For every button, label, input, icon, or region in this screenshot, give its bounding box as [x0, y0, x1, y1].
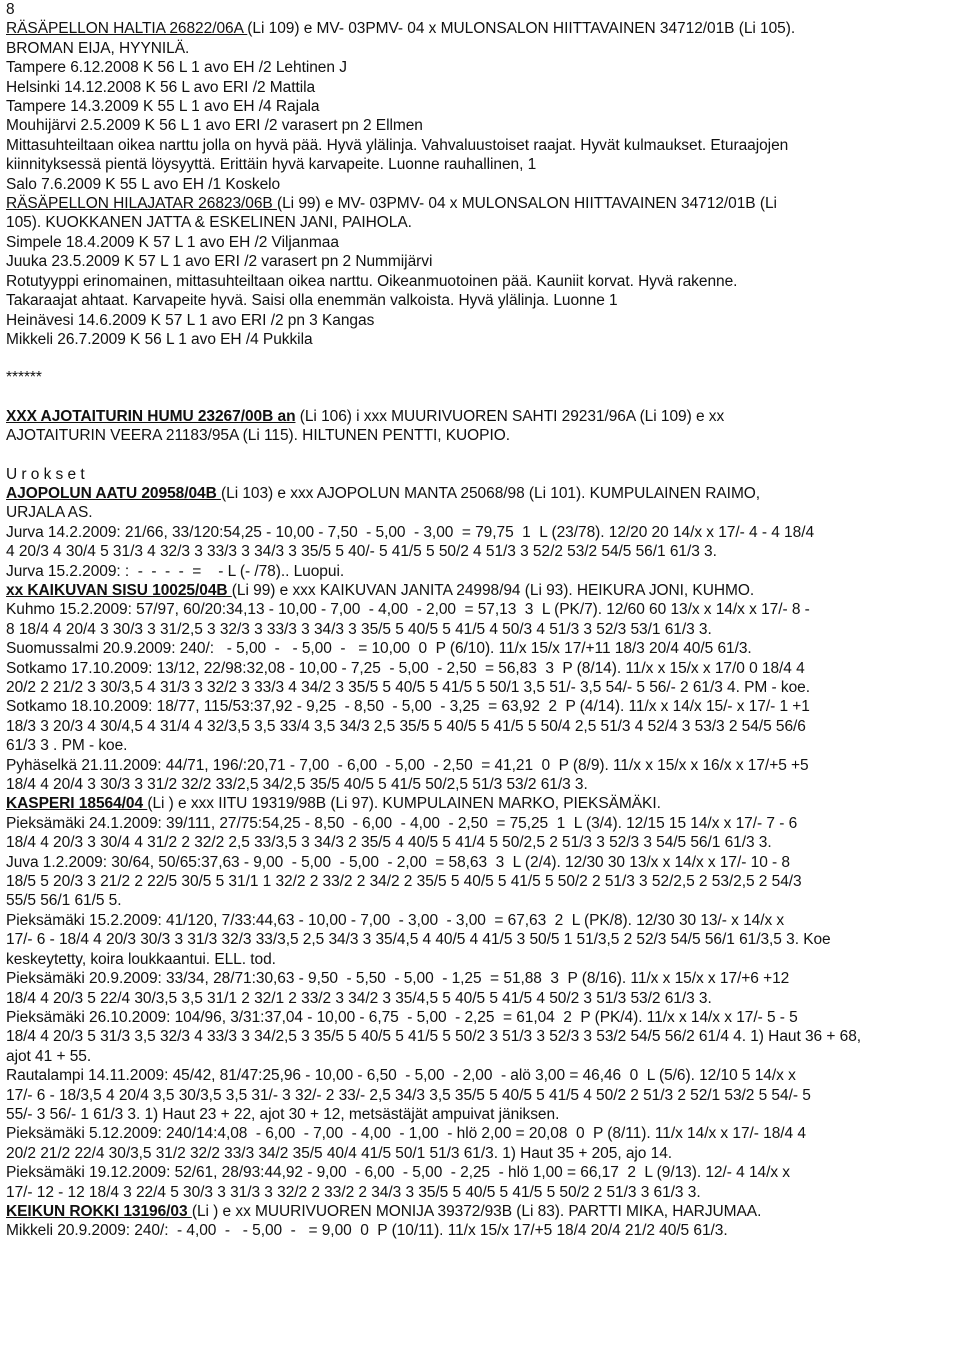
trial-result-line: 18/4 4 20/3 5 31/3 3,5 32/3 4 33/3 3 34/2,5 3 35/5 5 40/5 5 41/5 5 50/2 3 51/3 3 52/3 3 53/2 54/5 56/2 61/4 4. 1) Haut 36 + 68,: [6, 1028, 862, 1046]
trial-result-line: 4 20/3 4 30/4 5 31/3 4 32/3 3 33/3 3 34/3 3 35/5 5 40/- 5 41/5 5 50/2 4 51/3 3 52/2 53/2 54/5 56/1 61/3 3.: [6, 543, 717, 561]
show-result-line: Tampere 14.3.2009 K 55 L 1 avo EH /4 Rajala: [6, 98, 320, 116]
trial-result-line: 18/5 5 20/3 3 21/2 2 22/5 30/5 5 31/1 1 32/2 2 33/2 2 34/2 2 35/5 5 40/5 5 41/5 5 50/2 2 51/3 3 52/2,5 2 53/2,5 2 54/3: [6, 873, 802, 891]
trial-result-line: Pieksämäki 19.12.2009: 52/61, 28/93:44,92 - 9,00 - 6,00 - 5,00 - 2,25 - hlö 1,00 = 66,17 2 L (9/13). 12/- 4 14/x x: [6, 1164, 791, 1182]
spacer: [6, 388, 954, 407]
entry-heading-line: [6, 581, 954, 600]
sire-section: [6, 407, 954, 446]
trial-result-line: 18/4 4 20/4 3 30/3 3 31/2 32/2 33/2,5 34/2,5 35/5 40/5 5 41/5 50/2,5 51/3 53/2 61/3 3.: [6, 776, 588, 794]
trial-result-line: Pieksämäki 24.1.2009: 39/111, 27/75:54,25 - 8,50 - 6,00 - 4,00 - 2,50 = 75,25 1 L (3/4). 12/15 15 14/x x 17/- 7 - 6: [6, 814, 798, 832]
show-result-line: Tampere 6.12.2008 K 56 L 1 avo EH /2 Lehtinen J: [6, 59, 347, 77]
entry-rasapellon-haltia: [6, 19, 954, 194]
pedigree-text: (Li ) e xxx IITU 19319/98B (Li 97). KUMPULAINEN MARKO, PIEKSÄMÄKI.: [147, 795, 661, 813]
dog-name-registration: AJOPOLUN AATU 20958/04B: [6, 484, 222, 502]
pedigree-text: (Li 99) e MV- 03PMV- 04 x MULONSALON HIITTAVAINEN 34712/01B (Li: [276, 195, 777, 213]
sire-owner-line: AJOTAITURIN VEERA 21183/95A (Li 115). HILTUNEN PENTTI, KUOPIO.: [6, 427, 510, 445]
pedigree-text: (Li 99) e xxx KAIKUVAN JANITA 24998/94 (Li 93). HEIKURA JONI, KUHMO.: [231, 581, 755, 599]
trial-result-line: 18/4 4 20/3 5 22/4 30/3,5 3,5 31/1 2 32/1 2 33/2 3 34/2 3 35/4,5 5 40/5 5 41/5 4 50/2 3 51/3 53/2 61/3 3.: [6, 989, 712, 1007]
trial-result-line: Jurva 15.2.2009: : - - - - = - L (- /78).. Luopui.: [6, 562, 345, 580]
entry-heading-line: [6, 19, 954, 38]
pedigree-text: (Li ) e xx MUURIVUOREN MONIJA 39372/93B (Li 83). PARTTI MIKA, HARJUMAA.: [191, 1202, 762, 1220]
entry-heading-line: [6, 484, 954, 503]
entry-heading-line: [6, 194, 954, 213]
dog-name-registration: KEIKUN ROKKI 13196/03: [6, 1202, 192, 1220]
critique-line: Takaraajat ahtaat. Karvapeite hyvä. Saisi olla enemmän valkoista. Hyvä ylälinja. Luonne 1: [6, 292, 618, 310]
show-result-line: Juuka 23.5.2009 K 57 L 1 avo ERI /2 varasert pn 2 Nummijärvi: [6, 253, 433, 271]
trial-result-line: 17/- 12 - 12 18/4 3 22/4 5 30/3 3 31/3 3 32/2 2 33/2 2 34/3 3 35/5 5 40/5 5 41/5 5 50/2 2 51/3 3 61/3 3.: [6, 1183, 701, 1201]
separator-stars: ******: [6, 369, 42, 387]
male-entry: [6, 581, 954, 794]
trial-result-line: 17/- 6 - 18/4 4 20/3 30/3 3 31/3 32/3 33/3,5 2,5 34/3 3 35/4,5 4 40/5 4 41/5 3 50/5 1 51/3,5 2 52/3 54/5 56/1 61/3,5 3. Koe: [6, 931, 831, 949]
spacer: [6, 446, 954, 465]
trial-result-line: Pieksämäki 15.2.2009: 41/120, 7/33:44,63 - 10,00 - 7,00 - 3,00 - 3,00 = 67,63 2 L (PK/8). 12/30 30 13/- x 14/x x: [6, 911, 785, 929]
dog-name-registration: KASPERI 18564/04: [6, 795, 148, 813]
trial-result-line: 18/4 4 20/3 3 30/4 4 31/2 2 32/2 2,5 33/3,5 3 34/3 2 35/5 4 40/5 5 41/4 5 50/2,5 2 51/3 3 52/3 3 54/5 56/1 61/3 3.: [6, 834, 772, 852]
sire-name: XXX AJOTAITURIN HUMU 23267/00B an: [6, 407, 296, 425]
show-result-line: Mikkeli 26.7.2009 K 56 L 1 avo EH /4 Pukkila: [6, 330, 313, 348]
show-result-line: Mouhijärvi 2.5.2009 K 56 L 1 avo ERI /2 varasert pn 2 Ellmen: [6, 117, 423, 135]
trial-result-line: 8 18/4 4 20/4 3 30/3 3 31/2,5 3 32/3 3 33/3 3 34/3 3 35/5 5 40/5 5 41/5 4 50/3 4 51/3 3 52/3 53/1 61/3 3.: [6, 620, 712, 638]
trial-result-line: 17/- 6 - 18/3,5 4 20/4 3,5 30/3,5 3,5 31/- 3 32/- 2 33/- 2,5 34/3 3,5 35/5 5 40/5 5 41/5 4 50/2 2 51/3 2 52/1 53/2 5 54/- 5: [6, 1086, 811, 1104]
trial-result-line: Kuhmo 15.2.2009: 57/97, 60/20:34,13 - 10,00 - 7,00 - 4,00 - 2,00 = 57,13 3 L (PK/7). 12/60 60 13/x x 14/x x 17/- 8 -: [6, 601, 810, 619]
critique-line: kiinnityksessä pientä löysyyttä. Erittäin hyvä karvapeite. Luonne rauhallinen, 1: [6, 156, 537, 174]
male-entry: [6, 484, 954, 581]
trial-result-line: 55/5 56/1 61/5 5.: [6, 892, 122, 910]
trial-result-line: URJALA AS.: [6, 504, 93, 522]
sire-pedigree: (Li 106) i xxx MUURIVUOREN SAHTI 29231/96A (Li 109) e xx: [295, 407, 725, 425]
entry-heading-line: [6, 794, 954, 813]
trial-result-line: 20/2 2 21/2 3 30/3,5 4 31/3 3 32/2 3 33/3 4 34/2 3 35/5 5 40/5 5 41/5 5 50/1 3,5 51/- 3,5 54/- 5 56/- 2 61/3 4. PM - koe.: [6, 679, 810, 696]
show-result-line: Heinävesi 14.6.2009 K 57 L 1 avo ERI /2 pn 3 Kangas: [6, 311, 375, 329]
page-number: 8: [6, 1, 15, 18]
dog-name-registration: RÄSÄPELLON HALTIA 26822/06A: [6, 20, 248, 38]
pedigree-text: (Li 109) e MV- 03PMV- 04 x MULONSALON HIITTAVAINEN 34712/01B (Li 105).: [247, 20, 796, 38]
owner-line: BROMAN EIJA, HYYNILÄ.: [6, 39, 190, 57]
critique-line: Mittasuhteiltaan oikea narttu jolla on hyvä pää. Hyvä ylälinja. Vahvaluustoiset raajat. Hyvät kulmaukset. Eturaajojen: [6, 136, 789, 154]
trial-result-line: Sotkamo 17.10.2009: 13/12, 22/98:32,08 - 10,00 - 7,25 - 5,00 - 2,50 = 56,83 3 P (8/14). 11/x x 15/x x 17/0 0 18/4 4: [6, 659, 805, 677]
dog-name-registration: xx KAIKUVAN SISU 10025/04B: [6, 581, 232, 599]
trial-result-line: ajot 41 + 55.: [6, 1047, 92, 1065]
male-entry: [6, 1202, 954, 1241]
critique-line: Rotutyyppi erinomainen, mittasuhteiltaan oikea narttu. Oikeanmuotoinen pää. Kauniit korvat. Hyvä rakenne.: [6, 272, 738, 290]
dog-name-registration: RÄSÄPELLON HILAJATAR 26823/06B: [6, 195, 277, 213]
trial-result-line: Rautalampi 14.11.2009: 45/42, 81/47:25,96 - 10,00 - 6,50 - 5,00 - 2,00 - alö 3,00 = 46,46 0 L (5/6). 12/10 5 14/x x: [6, 1067, 796, 1085]
section-title: U r o k s e t: [6, 465, 85, 483]
entry-rasapellon-hilajatar: [6, 194, 954, 349]
males-list: [6, 484, 954, 1241]
trial-result-line: Suomussalmi 20.9.2009: 240/: - 5,00 - - 5,00 - = 10,00 0 P (6/10). 11/x 15/x 17/+11 18/3 20/4 40/5 61/3.: [6, 640, 752, 658]
trial-result-line: Mikkeli 20.9.2009: 240/: - 4,00 - - 5,00 - = 9,00 0 P (10/11). 11/x 15/x 17/+5 18/4 20/4 21/2 40/5 61/3.: [6, 1222, 728, 1240]
pedigree-text: (Li 103) e xxx AJOPOLUN MANTA 25068/98 (Li 101). KUMPULAINEN RAIMO,: [221, 484, 761, 502]
trial-result-line: keskeytetty, koira loukkaantui. ELL. tod.: [6, 950, 276, 968]
show-result-line: Salo 7.6.2009 K 55 L avo EH /1 Koskelo: [6, 175, 281, 193]
trial-result-line: Juva 1.2.2009: 30/64, 50/65:37,63 - 9,00 - 5,00 - 5,00 - 2,00 = 58,63 3 L (2/4). 12/30 30 13/x x 14/x x 17/- 10 - 8: [6, 853, 790, 871]
trial-result-line: Pyhäselkä 21.11.2009: 44/71, 196/:20,71 - 7,00 - 6,00 - 5,00 - 2,50 = 41,21 0 P (8/9). 11/x x 15/x x 16/x x 17/+5 +5: [6, 756, 809, 774]
trial-result-line: Jurva 14.2.2009: 21/66, 33/120:54,25 - 10,00 - 7,50 - 5,00 - 3,00 = 79,75 1 L (23/78). 12/20 20 14/x x 17/- 4 - 4 18/4: [6, 523, 815, 541]
trial-result-line: 20/2 21/2 22/4 30/3,5 31/2 32/2 33/3 34/2 35/5 40/4 41/5 50/1 51/3 61/3. 1) Haut 35 + 205, ajo 14.: [6, 1144, 673, 1162]
owner-line: 105). KUOKKANEN JATTA & ESKELINEN JANI, PAIHOLA.: [6, 214, 412, 232]
show-result-line: Helsinki 14.12.2008 K 56 L avo ERI /2 Mattila: [6, 78, 316, 96]
male-entry: [6, 794, 954, 1202]
trial-result-line: Pieksämäki 20.9.2009: 33/34, 28/71:30,63 - 9,50 - 5,50 - 5,00 - 1,25 = 51,88 3 P (8/16). 11/x x 15/x x 17/+6 +12: [6, 970, 790, 988]
entry-heading-line: [6, 1202, 954, 1221]
spacer: [6, 349, 954, 368]
trial-result-line: 55/- 3 56/- 1 61/3 3. 1) Haut 23 + 22, ajot 30 + 12, metsästäjät ampuivat jäniksen.: [6, 1105, 560, 1123]
trial-result-line: Pieksämäki 5.12.2009: 240/14:4,08 - 6,00 - 7,00 - 4,00 - 1,00 - hlö 2,00 = 20,08 0 P (8/11). 11/x 14/x x 17/- 18/4 4: [6, 1125, 806, 1143]
sire-heading-line: [6, 407, 954, 426]
trial-result-line: 18/3 3 20/3 4 30/4,5 4 31/4 4 32/3,5 3,5 33/4 3,5 34/3 2,5 35/5 5 40/5 5 41/5 5 50/4 2,5 51/3 4 52/4 3 53/3 2 54/5 56/6: [6, 717, 806, 735]
show-result-line: Simpele 18.4.2009 K 57 L 1 avo EH /2 Viljanmaa: [6, 233, 339, 251]
trial-result-line: 61/3 3 . PM - koe.: [6, 737, 128, 755]
trial-result-line: Pieksämäki 26.10.2009: 104/96, 3/31:37,04 - 10,00 - 6,75 - 5,00 - 2,25 = 61,04 2 P (PK/4). 11/x x 14/x x 17/- 5 - 5: [6, 1008, 798, 1026]
trial-result-line: Sotkamo 18.10.2009: 18/77, 115/53:37,92 - 9,25 - 8,50 - 5,00 - 3,25 = 63,92 2 P (4/14). 11/x x 14/x 15/- x 17/- 1 +1: [6, 698, 810, 716]
